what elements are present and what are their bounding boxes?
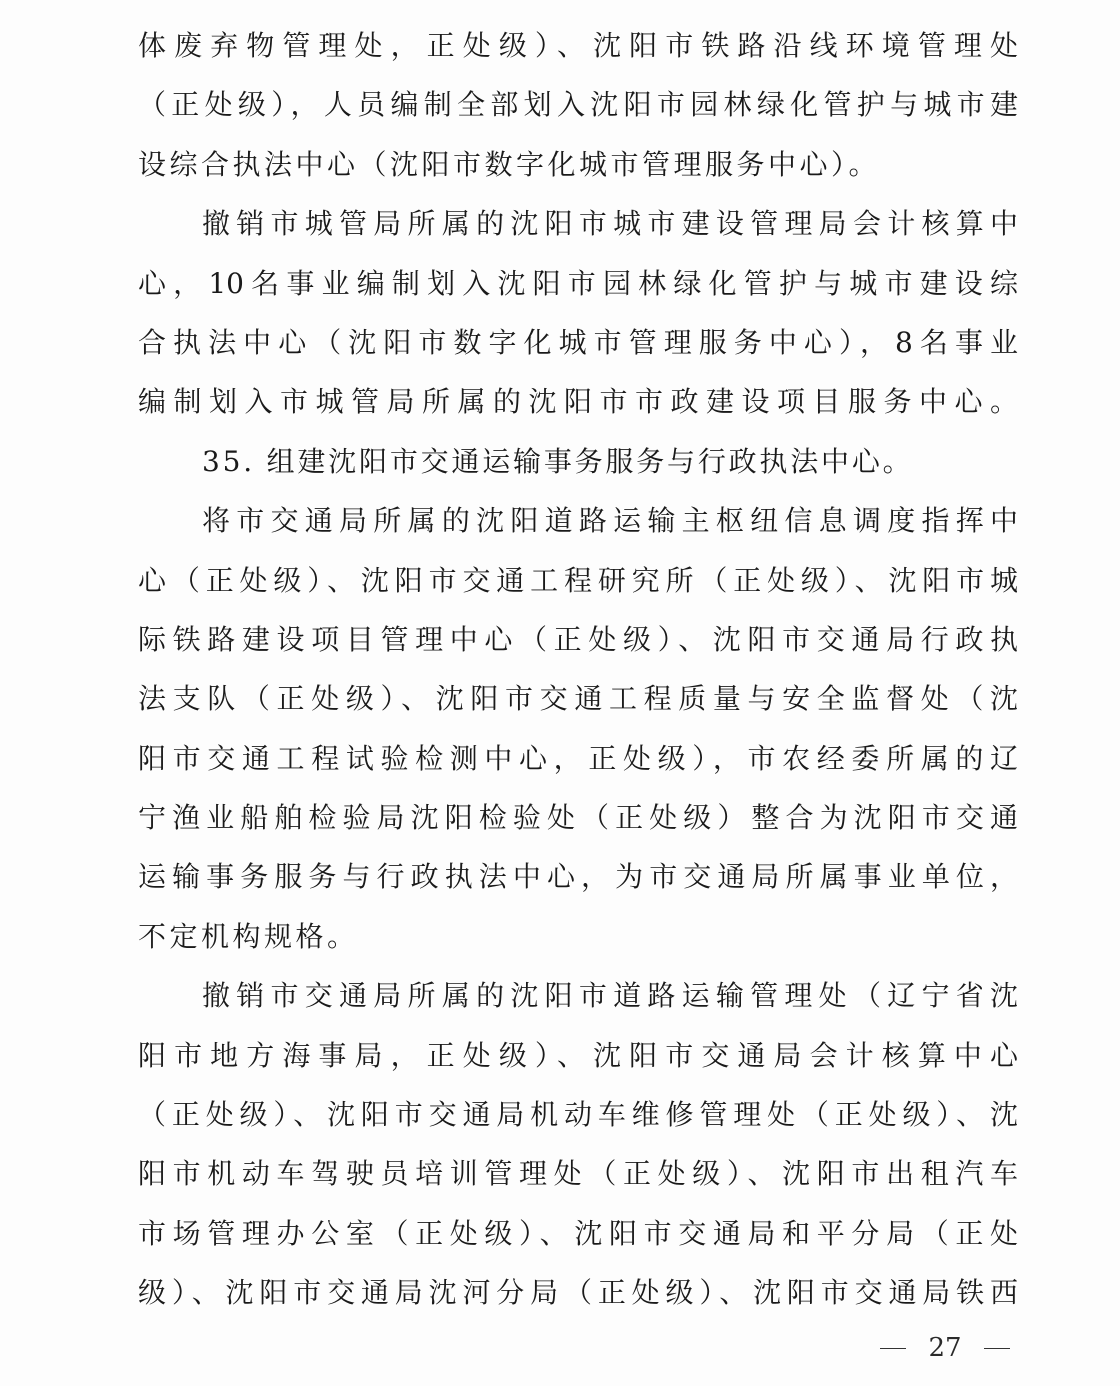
text-line: （正处级），人员编制全部划入沈阳市园林绿化管护与城市建 bbox=[138, 88, 1018, 122]
section-heading: 35. 组建沈阳市交通运输事务服务与行政执法中心。 bbox=[202, 444, 914, 478]
text-line: 撤销市交通局所属的沈阳市道路运输管理处（辽宁省沈 bbox=[202, 979, 1018, 1013]
text-line: 阳市交通工程试验检测中心，正处级），市农经委所属的辽 bbox=[138, 741, 1018, 775]
text-line: 市场管理办公室（正处级）、沈阳市交通局和平分局（正处 bbox=[138, 1216, 1018, 1250]
text-line: 阳市机动车驾驶员培训管理处（正处级）、沈阳市出租汽车 bbox=[138, 1157, 1018, 1191]
text-line: 编制划入市城管局所属的沈阳市市政建设项目服务中心。 bbox=[138, 385, 1018, 419]
text-line: 撤销市城管局所属的沈阳市城市建设管理局会计核算中 bbox=[202, 207, 1018, 241]
text-line: 法支队（正处级）、沈阳市交通工程质量与安全监督处（沈 bbox=[138, 682, 1018, 716]
document-body bbox=[138, 22, 1018, 1329]
text-line: 体废弃物管理处，正处级）、沈阳市铁路沿线环境管理处 bbox=[138, 29, 1018, 62]
dash-right bbox=[984, 1348, 1010, 1349]
text-line: 合执法中心（沈阳市数字化城市管理服务中心），8名事业 bbox=[138, 325, 1018, 359]
text-line: 不定机构规格。 bbox=[138, 919, 359, 953]
text-line: 设综合执法中心（沈阳市数字化城市管理服务中心）。 bbox=[138, 147, 881, 181]
text-line: 阳市地方海事局，正处级）、沈阳市交通局会计核算中心 bbox=[138, 1038, 1018, 1072]
page-number-footer bbox=[880, 1330, 1010, 1366]
text-line: 心（正处级）、沈阳市交通工程研究所（正处级）、沈阳市城 bbox=[138, 563, 1018, 597]
text-line: 心，10名事业编制划入沈阳市园林绿化管护与城市建设综 bbox=[138, 266, 1018, 300]
text-line: 将市交通局所属的沈阳道路运输主枢纽信息调度指挥中 bbox=[202, 504, 1018, 538]
text-line: （正处级）、沈阳市交通局机动车维修管理处（正处级）、沈 bbox=[138, 1098, 1018, 1132]
text-line: 级）、沈阳市交通局沈河分局（正处级）、沈阳市交通局铁西 bbox=[138, 1276, 1018, 1310]
text-line: 际铁路建设项目管理中心（正处级）、沈阳市交通局行政执 bbox=[138, 622, 1018, 656]
text-line: 宁渔业船舶检验局沈阳检验处（正处级）整合为沈阳市交通 bbox=[138, 801, 1018, 835]
dash-left bbox=[880, 1348, 906, 1349]
text-line: 运输事务服务与行政执法中心，为市交通局所属事业单位， bbox=[138, 860, 1018, 894]
page-number: 27 bbox=[928, 1333, 962, 1363]
